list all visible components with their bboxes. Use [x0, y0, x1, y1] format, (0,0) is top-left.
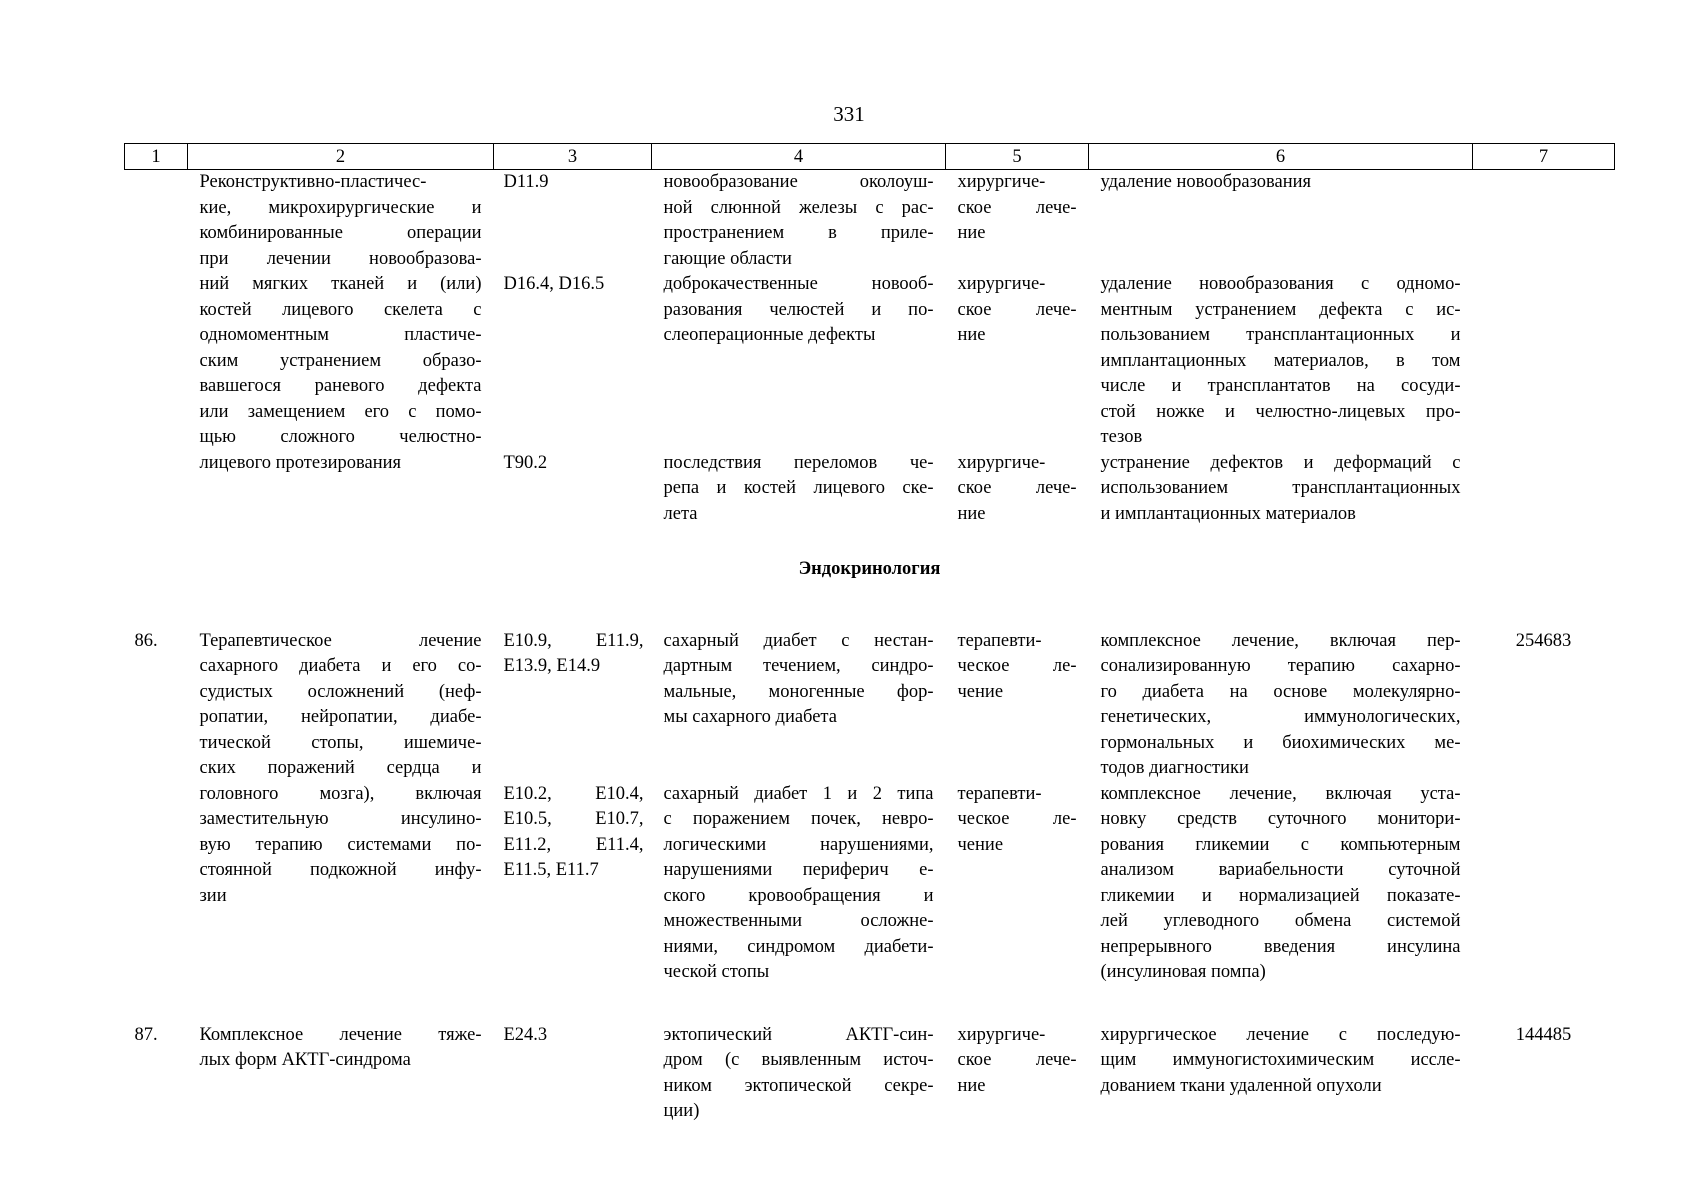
text-line: 86. — [134, 630, 158, 651]
text-line: новку средств суточного монитори- — [1100, 809, 1461, 829]
text-line: D11.9 — [503, 172, 549, 192]
text-line: последствия переломов че- — [663, 452, 934, 473]
disease-model — [652, 603, 946, 782]
text-line: пространением в приле- — [663, 223, 934, 243]
text-line: использованием трансплантационных — [1100, 478, 1461, 498]
text-line: множественными осложне- — [663, 911, 934, 931]
disease-model — [652, 170, 946, 273]
text-line: терапевти- — [957, 783, 1042, 804]
treatment-method — [1089, 782, 1473, 997]
text-line: E10.2, E10.4, — [503, 783, 644, 804]
text-line: хирургиче- — [957, 274, 1046, 294]
icd-codes — [494, 603, 652, 782]
icd-codes — [494, 170, 652, 273]
icd-codes — [494, 272, 652, 451]
row-number — [125, 997, 188, 1125]
section-heading-row — [125, 538, 1615, 603]
text-line: одномоментным пластиче- — [199, 325, 482, 345]
text-line: ское лече- — [957, 197, 1077, 218]
text-line: непрерывного введения инсулина — [1100, 936, 1461, 957]
treatment-method — [1089, 997, 1473, 1125]
text-line: E10.9, E11.9, — [503, 630, 644, 651]
text-line: судистых осложнений (неф- — [199, 681, 482, 702]
column-header-3: 3 — [494, 144, 652, 170]
text-line: ропатии, нейропатии, диабе- — [199, 707, 482, 727]
icd-codes — [494, 451, 652, 539]
row-number — [125, 170, 188, 539]
text-line: стой ножке и челюстно-лицевых про- — [1100, 401, 1461, 422]
text-line: 87. — [134, 1024, 158, 1045]
icd-codes — [494, 782, 652, 997]
treatment-type — [946, 170, 1089, 273]
text-line: ческое ле- — [957, 809, 1077, 829]
table-row — [125, 603, 1615, 782]
text-line: 254683 — [1515, 630, 1572, 651]
text-line: ского кровообращения и — [663, 885, 934, 906]
text-line: щью сложного челюстно- — [199, 427, 482, 447]
text-line: E10.5, E10.7, — [503, 809, 644, 829]
text-line: новообразование околоуш- — [663, 172, 934, 192]
text-line: логическими нарушениями, — [663, 834, 934, 855]
column-header-4: 4 — [652, 144, 946, 170]
text-line: сонализированную терапию сахарно- — [1100, 656, 1461, 676]
text-line: ское лече- — [957, 478, 1077, 498]
header-row — [125, 144, 1615, 170]
table-body — [125, 170, 1615, 1125]
text-line: ментным устранением дефекта с ис- — [1100, 299, 1461, 320]
text-line: Комплексное лечение тяже- — [199, 1024, 482, 1045]
column-header-2: 2 — [188, 144, 494, 170]
funding-amount — [1473, 782, 1615, 997]
text-line: кие, микрохирургические и — [199, 197, 482, 218]
text-line: го диабета на основе молекулярно- — [1100, 681, 1461, 702]
text-line: сахарный диабет 1 и 2 типа — [663, 783, 934, 804]
text-line: ние — [957, 223, 986, 243]
text-line: хирургиче- — [957, 1024, 1046, 1045]
text-line: лицевого протезирования — [199, 452, 402, 473]
text-line: нарушениями периферич е- — [663, 860, 934, 880]
text-line: ским устранением образо- — [199, 350, 482, 371]
text-line: и имплантационных материалов — [1100, 503, 1356, 524]
text-line: чение — [957, 834, 1004, 855]
text-line: ниями, синдромом диабети- — [663, 936, 934, 957]
text-line: дром (с выявленным источ- — [663, 1050, 934, 1070]
text-line: гликемии и нормализацией показате- — [1100, 885, 1461, 906]
text-line: ние — [957, 1075, 986, 1096]
column-header-7: 7 — [1473, 144, 1615, 170]
treatment-method — [1089, 170, 1473, 273]
treatment-type — [946, 451, 1089, 539]
text-line: рования гликемии с компьютерным — [1100, 834, 1461, 855]
text-line: анализом вариабельности суточной — [1100, 860, 1461, 880]
text-line: генетических, иммунологических, — [1100, 707, 1461, 727]
service-name — [188, 170, 494, 539]
text-line: терапевти- — [957, 630, 1042, 651]
service-name — [188, 997, 494, 1125]
text-line: тической стопы, ишемиче- — [199, 732, 482, 753]
text-line: числе и трансплантатов на сосуди- — [1100, 376, 1461, 396]
text-line: с поражением почек, невро- — [663, 809, 934, 829]
text-line: (инсулиновая помпа) — [1100, 962, 1266, 982]
text-line: хирургическое лечение с последую- — [1100, 1024, 1461, 1045]
text-line: Реконструктивно-пластичес- — [199, 172, 427, 192]
text-line: лых форм АКТГ-синдрома — [199, 1050, 411, 1070]
text-line: мы сахарного диабета — [663, 707, 837, 727]
text-line: E13.9, E14.9 — [503, 656, 601, 676]
icd-codes — [494, 997, 652, 1125]
text-line: чение — [957, 681, 1004, 702]
text-line: ции) — [663, 1101, 700, 1121]
text-line: разования челюстей и по- — [663, 299, 934, 320]
text-line: лета — [663, 503, 698, 524]
text-line: ником эктопической секре- — [663, 1075, 934, 1096]
text-line: лей углеводного обмена системой — [1100, 911, 1461, 931]
service-name — [188, 603, 494, 997]
text-line: тодов диагностики — [1100, 758, 1249, 778]
funding-amount — [1473, 170, 1615, 273]
section-heading: Эндокринология — [798, 559, 941, 579]
text-line: при лечении новообразова- — [199, 248, 482, 269]
treatment-method — [1089, 451, 1473, 539]
treatment-method — [1089, 603, 1473, 782]
text-line: устранение дефектов и деформаций с — [1100, 452, 1461, 473]
text-line: зии — [199, 885, 227, 906]
text-line: гающие области — [663, 248, 792, 269]
disease-model — [652, 782, 946, 997]
page-number: 331 — [833, 102, 865, 126]
text-line: мальные, моногенные фор- — [663, 681, 934, 702]
text-line: E11.2, E11.4, — [503, 834, 644, 855]
text-line: пользованием трансплантационных и — [1100, 325, 1461, 345]
text-line: костей лицевого скелета с — [199, 299, 482, 320]
treatment-type — [946, 997, 1089, 1125]
text-line: ческое ле- — [957, 656, 1077, 676]
text-line: ние — [957, 325, 986, 345]
text-line: удаление новообразования — [1100, 172, 1312, 192]
column-header-5: 5 — [946, 144, 1089, 170]
text-line: ское лече- — [957, 299, 1077, 320]
disease-model — [652, 997, 946, 1125]
text-line: ние — [957, 503, 986, 524]
text-line: ной слюнной железы с рас- — [663, 197, 934, 218]
services-table — [124, 143, 1615, 1125]
text-line: хирургиче- — [957, 452, 1046, 473]
text-line: сахарного диабета и его со- — [199, 656, 482, 676]
treatment-method — [1089, 272, 1473, 451]
text-line: щим иммуногистохимическим иссле- — [1100, 1050, 1461, 1070]
text-line: доброкачественные новооб- — [663, 274, 934, 294]
treatment-type — [946, 272, 1089, 451]
text-line: заместительную инсулино- — [199, 809, 482, 829]
text-line: слеоперационные дефекты — [663, 325, 876, 345]
table-row — [125, 997, 1615, 1125]
text-line: тезов — [1100, 427, 1143, 447]
text-line: или замещением его с помо- — [199, 401, 482, 422]
text-line: комплексное лечение, включая пер- — [1100, 630, 1461, 651]
text-line: вавшегося раневого дефекта — [199, 376, 482, 396]
text-line: Терапевтическое лечение — [199, 630, 482, 651]
text-line: E11.5, E11.7 — [503, 860, 599, 880]
text-line: ний мягких тканей и (или) — [199, 274, 482, 294]
text-line: удаление новообразования с одномо- — [1100, 274, 1461, 294]
text-line: T90.2 — [503, 452, 548, 473]
text-line: дартным течением, синдро- — [663, 656, 934, 676]
text-line: хирургиче- — [957, 172, 1046, 192]
table-header — [125, 144, 1615, 170]
disease-model — [652, 451, 946, 539]
funding-amount — [1473, 603, 1615, 782]
text-line: 144485 — [1515, 1024, 1572, 1045]
text-line: вую терапию системами по- — [199, 834, 482, 855]
text-line: стоянной подкожной инфу- — [199, 860, 482, 880]
text-line: репа и костей лицевого ске- — [663, 478, 934, 498]
column-header-1: 1 — [125, 144, 188, 170]
text-line: дованием ткани удаленной опухоли — [1100, 1075, 1382, 1096]
text-line: E24.3 — [503, 1024, 548, 1045]
column-header-6: 6 — [1089, 144, 1473, 170]
text-line: головного мозга), включая — [199, 783, 482, 804]
text-line: ческой стопы — [663, 962, 770, 982]
disease-model — [652, 272, 946, 451]
table-row — [125, 170, 1615, 273]
treatment-type — [946, 782, 1089, 997]
text-line: комбинированные операции — [199, 223, 482, 243]
text-line: D16.4, D16.5 — [503, 274, 605, 294]
text-line: эктопический АКТГ-син- — [663, 1024, 934, 1045]
text-line: ских поражений сердца и — [199, 758, 482, 778]
text-line: имплантационных материалов, в том — [1100, 350, 1461, 371]
funding-amount — [1473, 997, 1615, 1125]
text-line: комплексное лечение, включая уста- — [1100, 783, 1461, 804]
row-number — [125, 603, 188, 997]
text-line: гормональных и биохимических ме- — [1100, 732, 1461, 753]
treatment-type — [946, 603, 1089, 782]
text-line: сахарный диабет с нестан- — [663, 630, 934, 651]
text-line: ское лече- — [957, 1050, 1077, 1070]
funding-amount — [1473, 272, 1615, 451]
funding-amount — [1473, 451, 1615, 539]
